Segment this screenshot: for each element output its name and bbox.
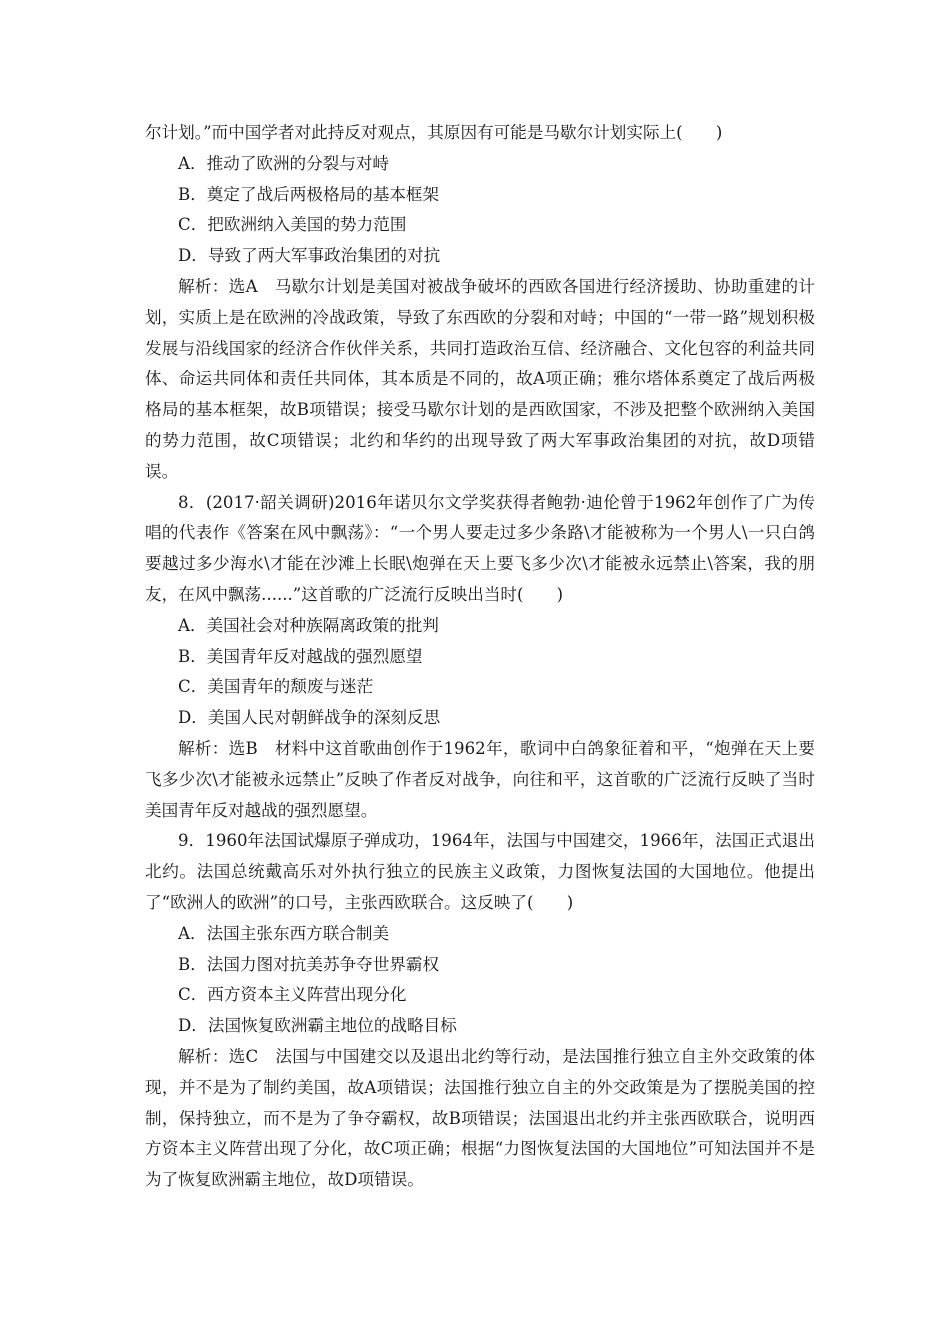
- question-9-stem: 9．1960年法国试爆原子弹成功，1964年，法国与中国建交，1966年，法国正式退出北约。法国总统戴高乐对外执行独立的民族主义政策，力图恢复法国的大国地位。他提出了“欧洲人的欧洲”的口号，主张西欧联合。这反映了( ): [145, 831, 815, 912]
- question-8-option-b: B．美国青年反对越战的强烈愿望: [178, 646, 423, 666]
- question-7-analysis: 解析：选A 马歇尔计划是美国对被战争破坏的西欧各国进行经济援助、协助重建的计划，实质上是在欧洲的冷战政策，导致了东西欧的分裂和对峙；中国的“一带一路”规划积极发展与沿线国家的经济合作伙伴关系，共同打造政治互信、经济融合、文化包容的利益共同体、命运共同体和责任共同体，其本质是不同的，故A项正确；雅尔塔体系奠定了战后两极格局的基本框架，故B项错误；接受马歇尔计划的是西欧国家，不涉及把整个欧洲纳入美国的势力范围，故C项错误；北约和华约的出现导致了两大军事政治集团的对抗，故D项错误。: [145, 276, 815, 481]
- question-7-tail: 尔计划。”而中国学者对此持反对观点，其原因有可能是马歇尔计划实际上( ): [145, 123, 723, 142]
- question-9-option-b: B．法国力图对抗美苏争夺世界霸权: [178, 954, 440, 974]
- question-8-analysis: 解析：选B 材料中这首歌曲创作于1962年，歌词中白鸽象征着和平，“炮弹在天上要飞多少次\才能被永远禁止”反映了作者反对战争，向往和平，这首歌的广泛流行反映了当时美国青年反对越战的强烈愿望。: [145, 738, 815, 820]
- question-8-option-a: A．美国社会对种族隔离政策的批判: [178, 615, 439, 635]
- question-7-option-c: C．把欧洲纳入美国的势力范围: [178, 215, 407, 235]
- question-8-option-c: C．美国青年的颓废与迷茫: [178, 677, 374, 697]
- document-page: [145, 118, 815, 1196]
- question-9-analysis: 解析：选C 法国与中国建交以及退出北约等行动，是法国推行独立自主外交政策的体现，并不是为了制约美国，故A项错误；法国推行独立自主的外交政策是为了摆脱美国的控制，保持独立，而不是为了争夺霸权，故B项错误；法国退出北约并主张西欧联合，说明西方资本主义阵营出现了分化，故C项正确；根据“力图恢复法国的大国地位”可知法国并不是为了恢复欧洲霸主地位，故D项错误。: [145, 1046, 815, 1190]
- question-7-option-b: B．奠定了战后两极格局的基本框架: [178, 184, 440, 204]
- question-9-option-d: D．法国恢复欧洲霸主地位的战略目标: [178, 1016, 457, 1036]
- question-9-option-a: A．法国主张东西方联合制美: [178, 923, 390, 943]
- question-8-option-d: D．美国人民对朝鲜战争的深刻反思: [178, 708, 441, 728]
- question-7-option-a: A．推动了欧洲的分裂与对峙: [178, 153, 390, 173]
- question-8-stem: 8．(2017·韶关调研)2016年诺贝尔文学奖获得者鲍勃·迪伦曾于1962年创作了广为传唱的代表作《答案在风中飘荡》：“一个男人要走过多少条路\才能被称为一个男人\一只白鸽要越过多少海水\才能在沙滩上长眠\炮弹在天上要飞多少次\才能被永远禁止\答案，我的朋友，在风中飘荡......”这首歌的广泛流行反映出当时( ): [145, 492, 815, 604]
- question-7-option-d: D．导致了两大军事政治集团的对抗: [178, 246, 441, 266]
- question-9-option-c: C．西方资本主义阵营出现分化: [178, 985, 407, 1005]
